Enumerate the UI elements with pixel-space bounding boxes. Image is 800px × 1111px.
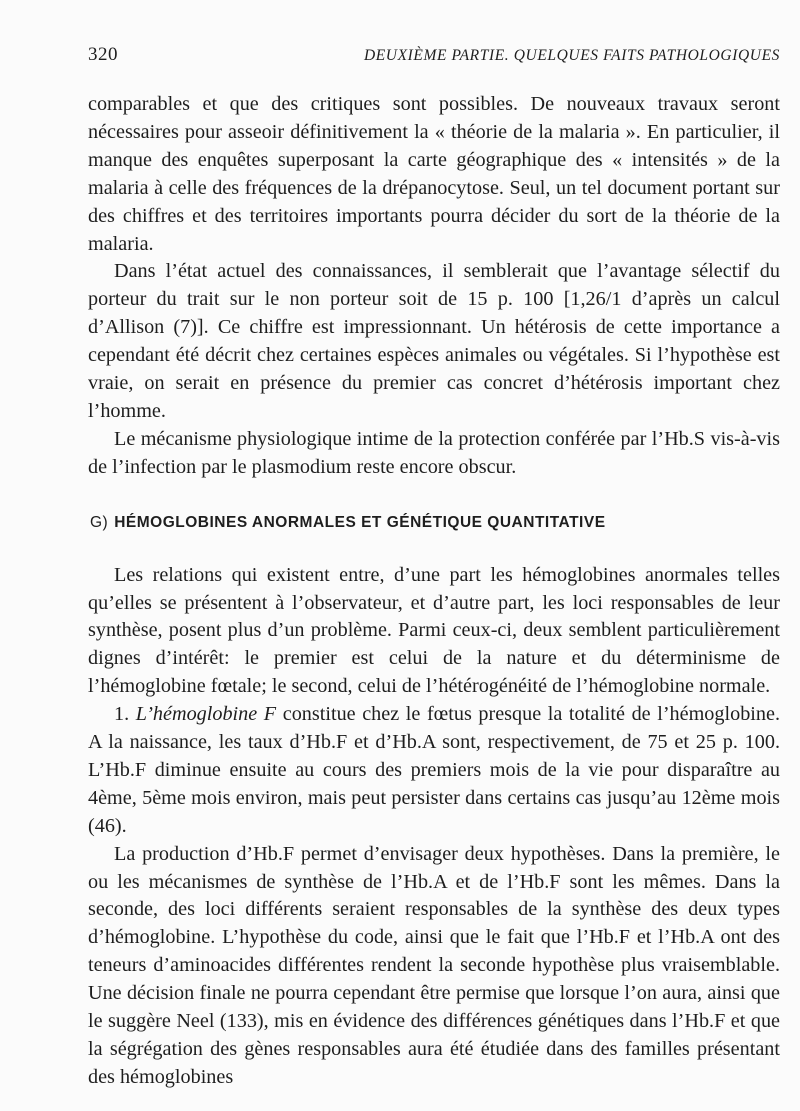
item-text: constitue chez le fœtus presque la totalité de l’hémoglobine. A la naissance, les taux d’Hb.F et d’Hb.A sont, respectivement, de 75 et 25 p. 100. L’Hb.F diminue ensuite au cours des premiers mois de la vie pour disparaître au 4ème, 5ème mois environ, mais peut persister dans certains cas jusqu’au 12ème mois (46).: [88, 703, 781, 837]
page-number: 320: [88, 44, 118, 65]
paragraph-mechanism: Le mécanisme physiologique intime de la protection conférée par l’Hb.S vis-à-vis de l’infection par le plasmodium reste encore obscur.: [88, 427, 780, 478]
section-heading: [88, 509, 780, 537]
book-page: [88, 44, 780, 1092]
item-number: 1.: [114, 703, 130, 726]
paragraph-hypotheses: La production d’Hb.F permet d’envisager deux hypothèses. Dans la première, le ou les mécanismes de synthèse de l’Hb.A et de l’Hb.F sont les mêmes. Dans la seconde, des loci différents seraient responsables de la synthèse des deux types d’hémoglobine. L’hypothèse du code, ainsi que le fait que l’Hb.F et l’Hb.A ont des teneurs d’aminoacides différentes rendent la seconde hypothèse plus vraisemblable. Une décision finale ne pourra cependant être permise que lorsque l’on aura, ainsi que le suggère Neel (133), mis en évidence des différences génétiques dans l’Hb.F et que la ségrégation des gènes responsables aura été étudiée dans des familles présentant des hémoglobines: [88, 842, 780, 1088]
paragraph-selective-advantage: Dans l’état actuel des connaissances, il semblerait que l’avantage sélectif du porteur du trait sur le non porteur soit de 15 p. 100 [1,26/1 d’après un calcul d’Allison (7)]. Ce chiffre est impressionnant. Un hétérosis de cette importance a cependant été décrit chez certaines espèces animales ou végétales. Si l’hypothèse est vraie, on serait en présence du premier cas concret d’hétérosis important chez l’homme.: [88, 260, 780, 422]
section-title: HÉMOGLOBINES ANORMALES ET GÉNÉTIQUE QUANTITATIVE: [114, 513, 606, 531]
item-title: L’hémoglobine F: [135, 703, 277, 726]
running-head: [88, 44, 780, 80]
paragraph-continued: comparables et que des critiques sont possibles. De nouveaux travaux seront nécessaires pour asseoir définitivement la « théorie de la malaria ». En particulier, il manque des enquêtes superposant la carte géographique des « intensités » de la malaria à celle des fréquences de la drépanocytose. Seul, un tel document portant sur des chiffres et des territoires importants pourra décider du sort de la théorie de la malaria.: [88, 93, 780, 255]
running-title: DEUXIÈME PARTIE. QUELQUES FAITS PATHOLOGIQUES: [363, 47, 780, 64]
section-letter: G): [90, 513, 109, 531]
body-text: [88, 91, 780, 1092]
paragraph-relations: Les relations qui existent entre, d’une part les hémoglobines anormales telles qu’elles se présentent à l’observateur, et d’autre part, les loci responsables de leur synthèse, posent plus d’un problème. Parmi ceux-ci, deux semblent particulièrement dignes d’intérêt: le premier est celui de la nature et du déterminisme de l’hémoglobine fœtale; le second, celui de l’hétérogénéité de l’hémoglobine normale.: [88, 563, 780, 698]
paragraph-item-1: [88, 701, 780, 841]
